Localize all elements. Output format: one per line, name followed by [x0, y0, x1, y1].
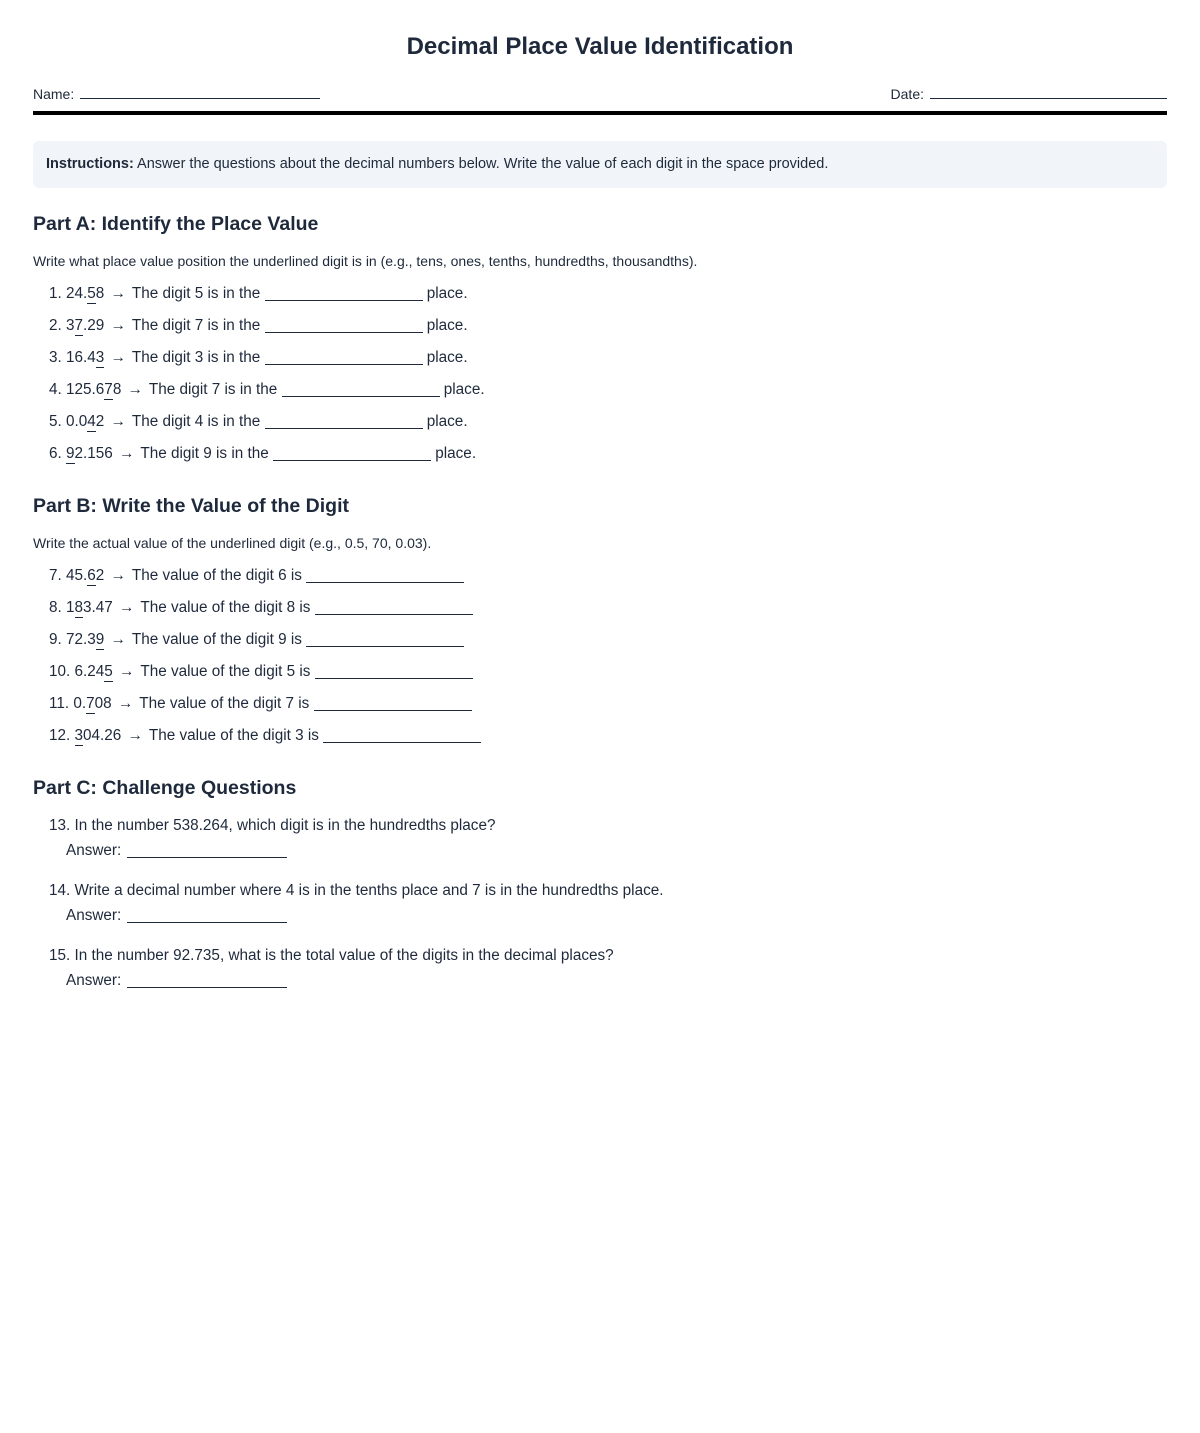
worksheet-page [0, 33, 1200, 993]
date-field [891, 86, 1167, 102]
answer-label: Answer: [66, 842, 122, 859]
name-date-row [33, 86, 1167, 102]
question-number: 3. [49, 349, 62, 366]
decimal-number: 72.39 [66, 631, 105, 648]
answer-blank[interactable] [127, 909, 287, 923]
part-c-section [33, 776, 1167, 993]
decimal-number: 0.042 [66, 413, 105, 430]
decimal-number: 6.245 [74, 663, 113, 680]
question-number: 13. [49, 817, 71, 834]
name-input-line[interactable] [80, 86, 320, 99]
question-row [33, 720, 1167, 752]
answer-blank[interactable] [127, 844, 287, 858]
arrow-symbol: → [110, 413, 126, 430]
question-suffix: place. [426, 349, 468, 366]
question-text: In the number 92.735, what is the total value of the digits in the decimal places? [74, 947, 614, 964]
underlined-digit: 8 [74, 599, 84, 616]
arrow-symbol: → [117, 695, 134, 712]
answer-blank[interactable] [306, 569, 464, 583]
instructions-box [33, 141, 1167, 188]
arrow-symbol: → [119, 599, 135, 616]
question-number: 2. [49, 317, 62, 334]
question-suffix: place. [443, 381, 485, 398]
question-row [33, 406, 1167, 438]
question-number: 14. [49, 882, 71, 899]
answer-label: Answer: [66, 907, 122, 924]
question-prompt: The digit 4 is in the [131, 413, 261, 430]
part-b-section [33, 494, 1167, 752]
question-number: 5. [49, 413, 62, 430]
underlined-digit: 7 [86, 695, 95, 712]
arrow-symbol: → [110, 317, 126, 334]
question-number: 12. [49, 727, 71, 744]
decimal-number: 16.43 [66, 349, 105, 366]
question-text-row [33, 814, 1167, 838]
answer-row [33, 969, 1167, 993]
question-number: 15. [49, 947, 71, 964]
question-row [33, 438, 1167, 470]
underlined-digit: 9 [95, 631, 105, 648]
part-c-question-list [33, 814, 1167, 993]
arrow-symbol: → [110, 631, 126, 648]
question-row [33, 560, 1167, 592]
question-prompt: The digit 7 is in the [148, 381, 278, 398]
question-prompt: The digit 5 is in the [131, 285, 261, 302]
question-row [33, 374, 1167, 406]
underlined-digit: 3 [74, 727, 84, 744]
question-row [33, 624, 1167, 656]
question-text: Write a decimal number where 4 is in the tenths place and 7 is in the hundredths place. [74, 882, 664, 899]
part-a-description: Write what place value position the underlined digit is in (e.g., tens, ones, tenths, hundredths, thousandths). [33, 253, 698, 269]
decimal-number: 125.678 [66, 381, 122, 398]
question-number: 7. [49, 567, 62, 584]
underlined-digit: 6 [87, 567, 96, 584]
decimal-number: 304.26 [74, 727, 122, 744]
answer-blank[interactable] [265, 287, 423, 301]
answer-blank[interactable] [265, 351, 423, 365]
question-row [33, 688, 1167, 720]
question-text-row [33, 944, 1167, 968]
part-a-question-list [33, 278, 1167, 470]
question-row [33, 656, 1167, 688]
header-divider [33, 111, 1167, 115]
arrow-symbol: → [119, 445, 135, 462]
decimal-number: 92.156 [66, 445, 113, 462]
answer-blank[interactable] [127, 974, 287, 988]
underlined-digit: 7 [74, 317, 84, 334]
page-title: Decimal Place Value Identification [406, 33, 794, 60]
decimal-number: 0.708 [73, 695, 112, 712]
decimal-number: 37.29 [66, 317, 105, 334]
answer-blank[interactable] [314, 697, 472, 711]
name-label: Name: [33, 86, 75, 102]
arrow-symbol: → [119, 663, 135, 680]
underlined-digit: 5 [104, 663, 113, 680]
underlined-digit: 3 [95, 349, 105, 366]
question-prompt: The value of the digit 5 is [140, 663, 311, 680]
arrow-symbol: → [127, 727, 143, 744]
challenge-question [33, 944, 1167, 993]
question-number: 8. [49, 599, 62, 616]
question-suffix: place. [426, 285, 468, 302]
arrow-symbol: → [110, 349, 126, 366]
arrow-symbol: → [127, 381, 143, 398]
arrow-symbol: → [110, 285, 126, 302]
question-prompt: The value of the digit 8 is [140, 599, 311, 616]
part-b-description: Write the actual value of the underlined digit (e.g., 0.5, 70, 0.03). [33, 535, 432, 551]
name-field [33, 86, 320, 102]
part-a-heading: Part A: Identify the Place Value [33, 213, 319, 235]
answer-blank[interactable] [265, 415, 423, 429]
question-number: 6. [49, 445, 62, 462]
part-b-question-list [33, 560, 1167, 752]
decimal-number: 183.47 [66, 599, 113, 616]
question-row [33, 592, 1167, 624]
answer-blank[interactable] [315, 665, 473, 679]
underlined-digit: 4 [87, 413, 96, 430]
question-prompt: The digit 3 is in the [131, 349, 261, 366]
instructions-text: Answer the questions about the decimal numbers below. Write the value of each digit in the space provided. [137, 156, 829, 172]
answer-blank[interactable] [273, 447, 431, 461]
question-prompt: The value of the digit 9 is [131, 631, 302, 648]
part-a-section [33, 212, 1167, 470]
part-c-heading: Part C: Challenge Questions [33, 777, 297, 799]
question-prompt: The digit 7 is in the [131, 317, 261, 334]
answer-blank[interactable] [282, 383, 440, 397]
answer-label: Answer: [66, 972, 122, 989]
question-number: 9. [49, 631, 62, 648]
question-number: 10. [49, 663, 71, 680]
part-b-heading: Part B: Write the Value of the Digit [33, 495, 350, 517]
question-suffix: place. [426, 317, 468, 334]
question-number: 1. [49, 285, 62, 302]
answer-blank[interactable] [306, 633, 464, 647]
question-row [33, 310, 1167, 342]
question-prompt: The value of the digit 3 is [148, 727, 319, 744]
decimal-number: 45.62 [66, 567, 105, 584]
arrow-symbol: → [110, 567, 126, 584]
question-row [33, 342, 1167, 374]
question-text: In the number 538.264, which digit is in the hundredths place? [74, 817, 496, 834]
question-number: 11. [49, 695, 70, 712]
question-prompt: The value of the digit 6 is [131, 567, 302, 584]
answer-blank[interactable] [323, 729, 481, 743]
underlined-digit: 7 [104, 381, 113, 398]
question-text-row [33, 879, 1167, 903]
answer-row [33, 904, 1167, 928]
answer-blank[interactable] [265, 319, 423, 333]
question-number: 4. [49, 381, 62, 398]
underlined-digit: 9 [66, 445, 75, 462]
answer-blank[interactable] [315, 601, 473, 615]
question-suffix: place. [426, 413, 468, 430]
answer-row [33, 839, 1167, 863]
date-input-line[interactable] [930, 86, 1167, 99]
date-label: Date: [890, 86, 924, 102]
underlined-digit: 5 [87, 285, 96, 302]
challenge-question [33, 814, 1167, 863]
question-prompt: The digit 9 is in the [140, 445, 269, 462]
decimal-number: 24.58 [66, 285, 105, 302]
question-suffix: place. [435, 445, 477, 462]
question-prompt: The value of the digit 7 is [139, 695, 310, 712]
instructions-label: Instructions: [46, 156, 134, 172]
question-row [33, 278, 1167, 310]
challenge-question [33, 879, 1167, 928]
